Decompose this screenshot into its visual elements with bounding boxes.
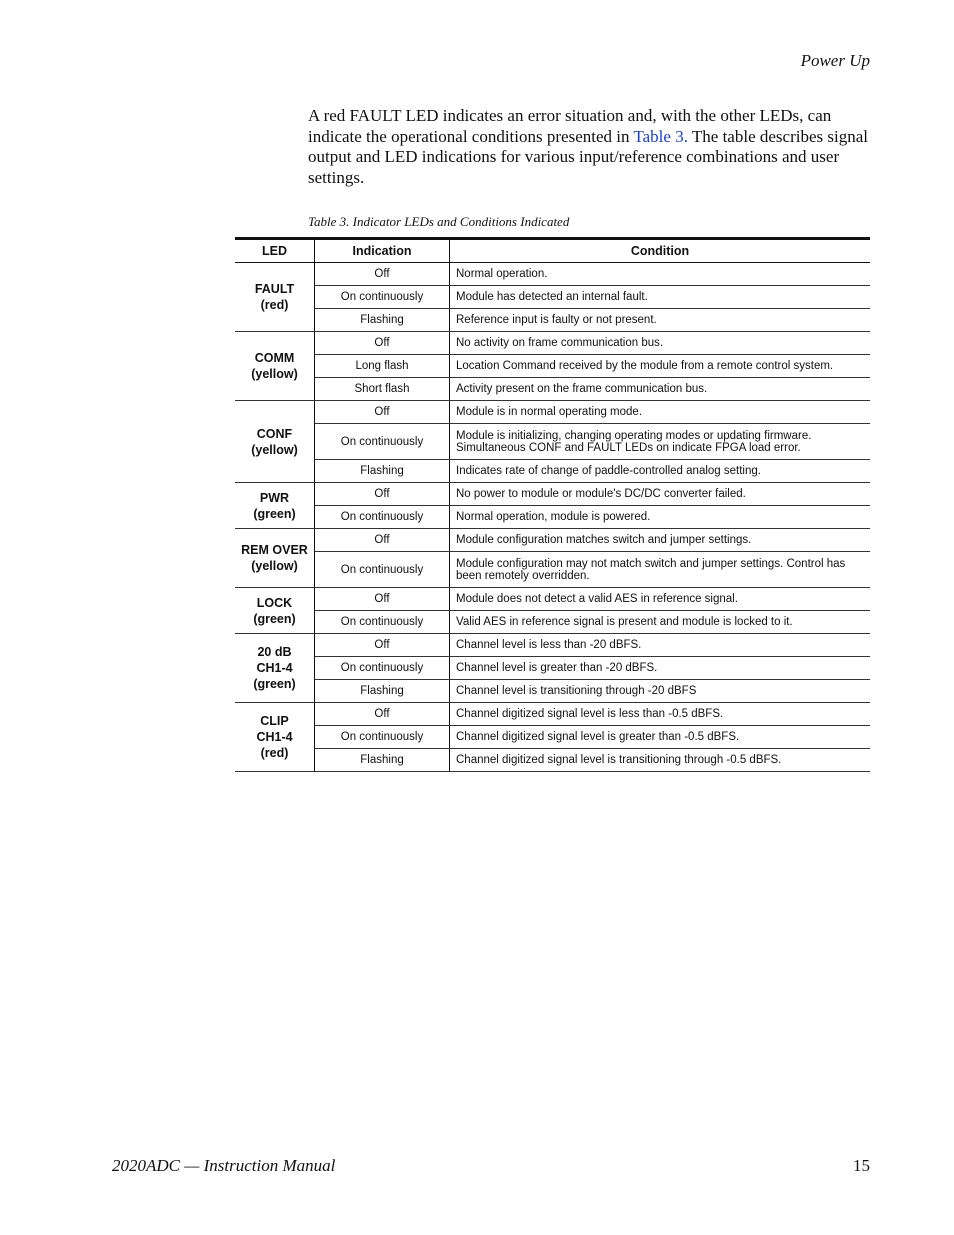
condition-cell: Location Command received by the module from a remote control system. bbox=[450, 355, 871, 378]
indicator-leds-table bbox=[235, 237, 870, 772]
led-name-line: (red) bbox=[260, 746, 289, 760]
table-row bbox=[235, 749, 870, 772]
indication-cell: On continuously bbox=[315, 726, 450, 749]
table-row bbox=[235, 332, 870, 355]
indication-cell: Off bbox=[315, 263, 450, 286]
table-row bbox=[235, 634, 870, 657]
condition-cell: Normal operation. bbox=[450, 263, 871, 286]
condition-cell: Module is in normal operating mode. bbox=[450, 401, 871, 424]
table-row bbox=[235, 703, 870, 726]
indication-cell: Flashing bbox=[315, 680, 450, 703]
table-row bbox=[235, 680, 870, 703]
intro-text-after: The table describes signal output and LED indications for various input/reference combinations and user settings. bbox=[308, 126, 868, 187]
indication-cell: Off bbox=[315, 529, 450, 552]
led-name-cell bbox=[235, 529, 315, 588]
condition-cell: Activity present on the frame communication bus. bbox=[450, 378, 871, 401]
led-name-cell bbox=[235, 401, 315, 483]
table-row bbox=[235, 460, 870, 483]
table-row bbox=[235, 424, 870, 460]
page-number: 15 bbox=[853, 1156, 870, 1175]
led-name-line: REM OVER bbox=[241, 543, 308, 557]
led-name-line: (green) bbox=[253, 677, 296, 691]
indication-cell: On continuously bbox=[315, 424, 450, 460]
condition-cell: Module has detected an internal fault. bbox=[450, 286, 871, 309]
condition-cell: Valid AES in reference signal is present and module is locked to it. bbox=[450, 611, 871, 634]
led-name-line: CH1-4 bbox=[256, 730, 293, 744]
indication-cell: On continuously bbox=[315, 286, 450, 309]
led-name-line: (yellow) bbox=[251, 367, 298, 381]
indication-cell: Off bbox=[315, 332, 450, 355]
condition-cell: Module configuration matches switch and jumper settings. bbox=[450, 529, 871, 552]
indication-cell: Flashing bbox=[315, 749, 450, 772]
condition-cell: Module is initializing, changing operating modes or updating firmware. Simultaneous CONF and FAULT LEDs on indicate FPGA load error. bbox=[450, 424, 871, 460]
led-name-line: (green) bbox=[253, 506, 296, 521]
indication-cell: On continuously bbox=[315, 611, 450, 634]
condition-cell: Channel level is less than -20 dBFS. bbox=[450, 634, 871, 657]
led-name-cell bbox=[235, 263, 315, 332]
led-name-line: CONF bbox=[256, 426, 293, 441]
condition-cell: Channel digitized signal level is less than -0.5 dBFS. bbox=[450, 703, 871, 726]
intro-text-before: A red FAULT LED indicates an error situation and, with the other LEDs, can indicate the operational conditions presented in bbox=[308, 106, 832, 146]
led-name-cell bbox=[235, 703, 315, 772]
indication-cell: Long flash bbox=[315, 355, 450, 378]
header-led: LED bbox=[235, 239, 315, 263]
led-name-line: (red) bbox=[260, 298, 289, 312]
table-row bbox=[235, 657, 870, 680]
table-row bbox=[235, 529, 870, 552]
indication-cell: Off bbox=[315, 703, 450, 726]
led-name-line: LOCK bbox=[256, 595, 293, 610]
indication-cell: Short flash bbox=[315, 378, 450, 401]
led-name-line: PWR bbox=[259, 490, 290, 505]
table-row bbox=[235, 378, 870, 401]
condition-cell: No power to module or module's DC/DC converter failed. bbox=[450, 483, 871, 506]
table-row bbox=[235, 726, 870, 749]
indication-cell: Off bbox=[315, 483, 450, 506]
condition-cell: Module configuration may not match switch and jumper settings. Control has been remotely overridden. bbox=[450, 552, 871, 588]
table-row bbox=[235, 611, 870, 634]
footer-manual-title: 2020ADC — Instruction Manual bbox=[112, 1156, 336, 1175]
condition-cell: Module does not detect a valid AES in reference signal. bbox=[450, 588, 871, 611]
led-name-cell bbox=[235, 588, 315, 634]
condition-cell: Normal operation, module is powered. bbox=[450, 506, 871, 529]
table-row bbox=[235, 286, 870, 309]
header-indication: Indication bbox=[315, 239, 450, 263]
table-row bbox=[235, 552, 870, 588]
led-name-cell bbox=[235, 332, 315, 401]
table-row bbox=[235, 483, 870, 506]
led-name-line: (green) bbox=[253, 611, 296, 626]
table-row bbox=[235, 588, 870, 611]
indication-cell: Flashing bbox=[315, 309, 450, 332]
led-name-line: COMM bbox=[254, 351, 295, 365]
condition-cell: Channel level is greater than -20 dBFS. bbox=[450, 657, 871, 680]
indication-cell: Off bbox=[315, 588, 450, 611]
table-row bbox=[235, 506, 870, 529]
condition-cell: Indicates rate of change of paddle-controlled analog setting. bbox=[450, 460, 871, 483]
condition-cell: Channel digitized signal level is transitioning through -0.5 dBFS. bbox=[450, 749, 871, 772]
table-3-link[interactable]: Table 3. bbox=[633, 126, 688, 146]
condition-cell: Channel level is transitioning through -20 dBFS bbox=[450, 680, 871, 703]
indication-cell: Flashing bbox=[315, 460, 450, 483]
table-row bbox=[235, 401, 870, 424]
led-name-line: 20 dB bbox=[257, 645, 292, 659]
indication-cell: On continuously bbox=[315, 552, 450, 588]
condition-cell: Reference input is faulty or not present. bbox=[450, 309, 871, 332]
indication-cell: Off bbox=[315, 634, 450, 657]
led-name-line: CLIP bbox=[260, 714, 289, 728]
table-header-row bbox=[235, 239, 870, 263]
table-row bbox=[235, 355, 870, 378]
led-name-cell bbox=[235, 483, 315, 529]
intro-paragraph bbox=[308, 106, 870, 188]
header-condition: Condition bbox=[450, 239, 871, 263]
indication-cell: Off bbox=[315, 401, 450, 424]
led-name-line: CH1-4 bbox=[256, 661, 293, 675]
table-caption: Table 3. Indicator LEDs and Conditions Indicated bbox=[308, 214, 570, 229]
running-header: Power Up bbox=[800, 51, 870, 70]
condition-cell: No activity on frame communication bus. bbox=[450, 332, 871, 355]
led-name-cell bbox=[235, 634, 315, 703]
table-row bbox=[235, 309, 870, 332]
led-name-line: (yellow) bbox=[251, 442, 298, 457]
condition-cell: Channel digitized signal level is greater than -0.5 dBFS. bbox=[450, 726, 871, 749]
led-name-line: FAULT bbox=[254, 282, 295, 296]
indication-cell: On continuously bbox=[315, 657, 450, 680]
led-name-line: (yellow) bbox=[251, 559, 298, 573]
table-row bbox=[235, 263, 870, 286]
table-body bbox=[235, 263, 870, 772]
indication-cell: On continuously bbox=[315, 506, 450, 529]
